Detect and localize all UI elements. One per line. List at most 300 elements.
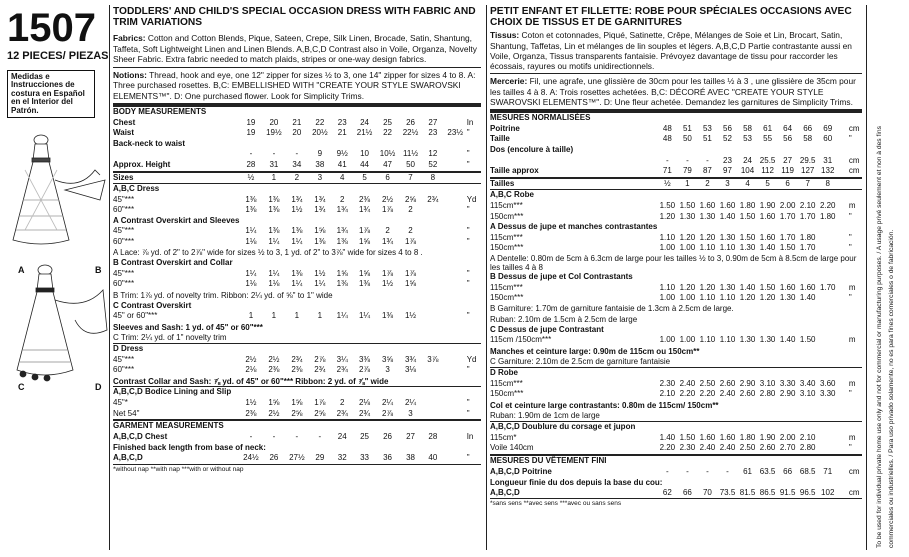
row-value (818, 145, 838, 156)
row-value (818, 433, 838, 444)
row-value: 1.30 (719, 232, 736, 242)
view-label-a: A (18, 265, 25, 275)
row-label: 115cm /150cm*** (490, 335, 552, 345)
row-value: 1¼ (291, 279, 303, 289)
row-value: 1⅜ (291, 226, 303, 236)
row-value: 69 (823, 123, 833, 133)
row-value: - (249, 149, 253, 159)
row-value (285, 184, 308, 195)
row-value (331, 216, 353, 227)
table-row (113, 237, 481, 248)
row-label: A Lace: ⅞ yd. of 2" to 2⅞" wide for sizes ½ to 3, 1 yd. of 2" to 3⅞" wide for sizes 4 to 8 . (113, 248, 423, 258)
row-value (677, 145, 697, 156)
row-value: 34 (292, 159, 302, 169)
table-row (113, 118, 481, 129)
notions-block (113, 70, 481, 101)
row-value (717, 422, 737, 433)
row-value (331, 106, 353, 118)
row-unit (849, 112, 862, 124)
row-value: 60 (823, 134, 833, 144)
row-value: 41 (337, 159, 347, 169)
row-value: - (726, 466, 729, 476)
row-unit (467, 301, 481, 312)
french-title: PETIT ENFANT ET FILLETTE: ROBE POUR SPÉCIALES OCCASIONS AVEC CHOIX DE TISSUS ET DE GARNITURES (490, 6, 852, 29)
row-value: 20½ (312, 128, 328, 138)
table-row (490, 379, 862, 390)
row-value: ½ (247, 172, 255, 182)
row-value (677, 112, 697, 124)
row-value (444, 398, 467, 409)
row-value (308, 106, 331, 118)
row-unit: " (466, 365, 470, 375)
row-value (422, 226, 444, 237)
row-value: 2½ (268, 408, 280, 418)
row-value (399, 258, 422, 269)
table-row (490, 477, 862, 488)
table-row (113, 172, 481, 184)
row-value (422, 387, 444, 398)
table-row (113, 248, 481, 259)
table-row (113, 453, 481, 464)
row-value: 3 (408, 408, 413, 418)
row-value (758, 222, 778, 233)
row-value: 70 (702, 487, 712, 497)
row-value: 64 (783, 123, 793, 133)
row-value (262, 344, 285, 355)
table-row (490, 433, 862, 444)
row-value: 27 (406, 431, 415, 441)
row-value: 1⅝ (404, 279, 417, 289)
row-value (262, 387, 285, 398)
row-value: 1¾ (314, 194, 326, 204)
row-value: 1.40 (799, 293, 816, 303)
row-value (818, 325, 838, 336)
row-value (717, 222, 737, 233)
row-value (798, 272, 818, 283)
row-value: 3⅝ (381, 354, 394, 364)
row-value: 1 (248, 311, 254, 321)
row-value: 22 (315, 117, 325, 127)
row-value: 2 (408, 205, 413, 215)
row-value: 2.00 (779, 200, 796, 210)
row-value (444, 149, 467, 160)
row-label: Sleeves and Sash: 1 yd. of 45" or 60"*** (113, 322, 263, 332)
row-value: 7 (408, 172, 413, 182)
row-unit: " (848, 243, 852, 253)
row-unit: cm (848, 155, 860, 165)
row-value (838, 201, 849, 212)
row-value: 2.70 (779, 443, 796, 453)
row-value (677, 422, 697, 433)
row-value: 56 (723, 123, 732, 133)
row-value: 25.5 (759, 155, 776, 165)
row-value (717, 272, 737, 283)
row-label: Longueur finie du dos depuis la base du cou: (490, 477, 663, 487)
row-value: 2.40 (719, 443, 736, 453)
row-value: 8 (430, 172, 436, 182)
legal-notice-line-2: commerciales ou industrielles. / Para uso privado solamente, no es para fines comerciales o de fabricación. (888, 229, 895, 548)
row-value: 1.80 (799, 232, 816, 242)
row-value (239, 258, 262, 269)
row-value: 24½ (243, 452, 259, 462)
table-row (113, 184, 481, 195)
table-row (113, 365, 481, 376)
row-value (798, 190, 818, 201)
row-value (331, 258, 353, 269)
row-value (331, 139, 353, 150)
row-unit: " (466, 205, 470, 215)
row-value (444, 387, 467, 398)
row-value: 1.10 (659, 232, 676, 242)
row-value: 53 (743, 134, 752, 144)
row-unit: " (466, 128, 470, 138)
row-value: 1.10 (719, 293, 736, 303)
row-value (838, 178, 849, 190)
row-value: 1.60 (759, 211, 776, 221)
row-unit: In (466, 431, 474, 441)
row-label: 150cm*** (490, 389, 524, 399)
row-value (331, 387, 353, 398)
row-unit: m (848, 335, 856, 345)
row-value (717, 455, 737, 467)
row-value: 31 (823, 155, 833, 165)
row-value (444, 453, 467, 464)
row-unit (467, 172, 481, 184)
row-label: 45"*** (113, 268, 135, 278)
notions-label: Notions: (113, 70, 147, 81)
row-label: GARMENT MEASUREMENTS (113, 421, 224, 431)
row-value: 25 (360, 431, 369, 441)
row-value: 86.5 (759, 487, 776, 497)
row-value: 55 (763, 134, 773, 144)
table-row (113, 344, 481, 355)
row-label: A Contrast Overskirt and Sleeves (113, 215, 240, 225)
row-value (308, 139, 331, 150)
row-value: 61 (743, 466, 752, 476)
row-value: 1⅞ (358, 226, 371, 236)
row-value: 22½ (402, 128, 419, 138)
row-value: 1⅞ (381, 268, 394, 278)
row-value: 1.60 (699, 200, 716, 210)
row-unit: " (848, 232, 852, 242)
row-value (399, 344, 422, 355)
row-value (422, 398, 444, 409)
french-footer: *sans sens **avec sens ***avec ou sans sens (490, 498, 862, 507)
mercerie-block (490, 76, 862, 107)
row-value: 1.80 (739, 200, 756, 210)
row-value: 40 (428, 452, 438, 462)
row-value: 1⅜ (314, 237, 326, 247)
row-value: 1.30 (679, 211, 696, 221)
table-row (490, 304, 862, 315)
row-value (239, 420, 262, 432)
row-value (376, 301, 399, 312)
row-value (838, 145, 849, 156)
row-value: 2½ (381, 194, 394, 204)
row-value: 1¼ (245, 226, 257, 236)
table-row (113, 226, 481, 237)
row-value (838, 379, 849, 390)
row-value (422, 205, 444, 216)
row-value: 2¾ (358, 408, 371, 418)
row-value (399, 301, 422, 312)
table-row (113, 279, 481, 290)
row-value: 1.00 (679, 293, 696, 303)
table-row (490, 222, 862, 233)
row-value: 1.40 (759, 243, 776, 253)
row-label: Voile 140cm (490, 443, 534, 453)
row-unit: " (466, 237, 470, 247)
row-value (444, 160, 467, 172)
row-value: 1¾ (358, 205, 371, 215)
row-value: 1.40 (719, 211, 736, 221)
legal-notice-line-1: To be used for individual private home use only and not for commercial or manufacturing purposes. / A usage privé seulement et non à des fins (876, 126, 883, 548)
row-value: - (666, 155, 669, 165)
row-value: 2.60 (719, 378, 736, 388)
row-value (444, 237, 467, 248)
row-value: 20 (292, 128, 302, 138)
row-value (422, 311, 444, 322)
row-value: 10½ (379, 149, 396, 159)
row-unit (849, 325, 862, 336)
table-row (113, 149, 481, 160)
row-label: Tailles (490, 178, 515, 188)
row-value (422, 237, 444, 248)
fabrics-text: Cotton and Cotton Blends, Pique, Sateen, Crepe, Silk Linen, Brocade, Satin, Shantung, Taffeta, Soft Lightweight Linen and Linen Blends. A,B,C,D Contrast also in Voile, Organza, Novelty Sheer Fabric. Extra fabric needed to match plaids, stripes or one-way design fabrics. (113, 33, 477, 64)
row-value: 3¾ (404, 354, 417, 364)
row-value (738, 145, 758, 156)
row-value: 2.80 (759, 389, 776, 399)
row-label: C Garniture: 2.10m de 2.5cm de garniture fantaisie (490, 357, 671, 367)
row-value: 1⅜ (268, 194, 280, 204)
row-value (738, 422, 758, 433)
row-value: 2⅝ (404, 194, 417, 204)
row-value: 27½ (289, 452, 305, 462)
row-value: 29 (315, 452, 325, 462)
row-value: 71 (662, 166, 672, 176)
row-value (738, 455, 758, 467)
row-value (422, 269, 444, 280)
row-value: 1⅞ (314, 397, 326, 407)
row-value (353, 184, 376, 195)
row-value: 56 (783, 134, 793, 144)
row-label: A,B,C Dress (113, 184, 160, 194)
row-value (376, 106, 399, 118)
row-value: 48 (662, 134, 672, 144)
row-value: 10 (360, 149, 369, 159)
row-value: 1.50 (679, 432, 696, 442)
row-label: A,B,C Robe (490, 190, 534, 200)
row-unit: " (848, 443, 852, 453)
row-value: 1.20 (659, 211, 676, 221)
row-label: 150cm*** (490, 211, 524, 221)
row-value (444, 365, 467, 376)
row-label: 60"*** (113, 205, 135, 215)
row-value: 2.30 (679, 443, 696, 453)
row-value: 24 (337, 431, 347, 441)
row-unit: " (466, 226, 470, 236)
row-value: 1½ (245, 397, 257, 407)
row-value: 3.10 (759, 378, 776, 388)
row-value: 1.00 (679, 243, 696, 253)
row-value: 79 (682, 166, 692, 176)
row-value (353, 301, 376, 312)
table-row (490, 272, 862, 283)
row-value: - (706, 155, 709, 165)
row-value: 1.50 (679, 200, 696, 210)
row-value: 1.40 (659, 432, 676, 442)
table-row (490, 124, 862, 135)
row-value: 2.20 (819, 200, 836, 210)
row-value: 1.20 (679, 232, 696, 242)
row-value: 102 (821, 487, 835, 497)
row-value: 1.50 (779, 243, 796, 253)
row-value (399, 387, 422, 398)
row-value (838, 233, 849, 244)
row-value (239, 387, 262, 398)
row-value (738, 222, 758, 233)
row-value: 1½ (404, 311, 417, 321)
row-value: 1⅝ (314, 226, 326, 236)
row-value (758, 325, 778, 336)
row-value (838, 272, 849, 283)
row-value: 81.5 (739, 487, 756, 497)
row-value (798, 368, 818, 379)
table-row (113, 106, 481, 118)
row-value (331, 420, 353, 432)
row-value (838, 325, 849, 336)
row-value: - (686, 466, 689, 476)
row-value: 23 (337, 117, 347, 127)
row-unit: " (466, 397, 470, 407)
spanish-note: Medidas e Instrucciones de costura en Español en el Interior del Patrón. (7, 70, 95, 118)
row-label: Chest (113, 117, 136, 127)
row-value (262, 420, 285, 432)
row-value: 1¼ (245, 268, 257, 278)
row-value: 38 (406, 452, 415, 462)
table-row (113, 160, 481, 172)
row-value (422, 420, 444, 432)
row-value: 1 (294, 311, 300, 321)
row-value (677, 368, 697, 379)
table-row (490, 443, 862, 455)
row-value: - (249, 431, 253, 441)
row-unit: " (466, 408, 470, 418)
row-value (818, 243, 838, 254)
row-value (422, 365, 444, 376)
row-value (818, 293, 838, 304)
row-value (308, 184, 331, 195)
row-value: 3¼ (336, 354, 348, 364)
row-value: 23 (428, 128, 438, 138)
row-value: 3⅞ (427, 354, 439, 364)
table-row (113, 195, 481, 206)
row-value (376, 184, 399, 195)
row-value (778, 325, 798, 336)
row-unit: " (466, 149, 470, 159)
row-value: 1¼ (268, 268, 280, 278)
row-label: Contrast Collar and Sash: ⅞ yd. of 45" or 60"*** Ribbon: 2 yd. of ⅞" wide (113, 376, 389, 386)
row-value: 51 (682, 123, 692, 133)
row-value (758, 368, 778, 379)
row-value: 9½ (336, 149, 348, 159)
row-label: 60"*** (113, 365, 135, 375)
row-label: 60"*** (113, 279, 135, 289)
row-value: 2.40 (719, 389, 736, 399)
row-value: 21 (337, 128, 347, 138)
row-value (353, 216, 376, 227)
row-label: BODY MEASUREMENTS (113, 106, 207, 116)
table-row (113, 301, 481, 312)
row-value: 2⅞ (358, 365, 371, 375)
row-label: 115cm*** (490, 200, 523, 210)
row-value (818, 443, 838, 455)
row-value (444, 420, 467, 432)
pieces-count: 12 PIECES/ PIEZAS (7, 50, 109, 62)
row-unit (849, 272, 862, 283)
row-value: 28 (428, 431, 438, 441)
row-value (717, 145, 737, 156)
row-unit: m (848, 282, 856, 292)
table-row (490, 488, 862, 499)
row-unit: " (848, 389, 852, 399)
pattern-number: 1507 (7, 6, 96, 50)
row-value (798, 422, 818, 433)
row-value: 1 (317, 311, 323, 321)
row-value: 1.70 (779, 211, 796, 221)
row-value: 33 (360, 452, 369, 462)
row-value (758, 422, 778, 433)
row-value (422, 301, 444, 312)
row-value: 32 (337, 452, 347, 462)
row-value: 2 (385, 226, 390, 236)
row-value (262, 216, 285, 227)
row-label: Col et ceinture large contrastants: 0.80m de 115cm/ 150cm** (490, 400, 719, 410)
row-value: 1.10 (659, 282, 676, 292)
row-label: A,B,C,D Doublure du corsage et jupon (490, 422, 636, 432)
row-value: 2 (339, 397, 345, 407)
row-value (717, 325, 737, 336)
row-value (738, 325, 758, 336)
row-unit: m (848, 200, 856, 210)
row-value: 1.60 (699, 432, 716, 442)
row-value (422, 106, 444, 118)
row-label: Poitrine (490, 123, 520, 133)
row-value (376, 344, 399, 355)
row-value: 2.00 (779, 432, 796, 442)
row-value: 2¼ (404, 397, 417, 407)
row-value (838, 422, 849, 433)
row-unit (467, 387, 481, 398)
row-value: 2 (339, 194, 345, 204)
mercerie-text: Fil, une agrafe, une glissière de 30cm pour les tailles ½ à 3 , une glissière de 35cm pour les tailles 4 à 8. A: Trois rosettes achetées. B,C: DÉCORÉ AVEC "CREATE YOUR STYLE SWAROVSKI ELEMENTS™". D: Une fleur achetée. Demandez les garnitures de Simplicity Trims. (490, 76, 856, 107)
row-unit: " (848, 293, 852, 303)
row-value: 9 (317, 149, 323, 159)
table-row (490, 283, 862, 294)
row-label: MESURES NORMALISÉES (490, 113, 591, 123)
row-value (353, 139, 376, 150)
row-value (444, 409, 467, 421)
row-value (285, 387, 308, 398)
row-value (444, 139, 467, 150)
row-value: 47 (383, 159, 392, 169)
row-value: 27 (428, 117, 438, 127)
row-value (818, 112, 838, 124)
row-value (657, 145, 677, 156)
fabrics-block (113, 33, 481, 64)
row-value: 1⅜ (268, 205, 280, 215)
table-row (490, 190, 862, 201)
